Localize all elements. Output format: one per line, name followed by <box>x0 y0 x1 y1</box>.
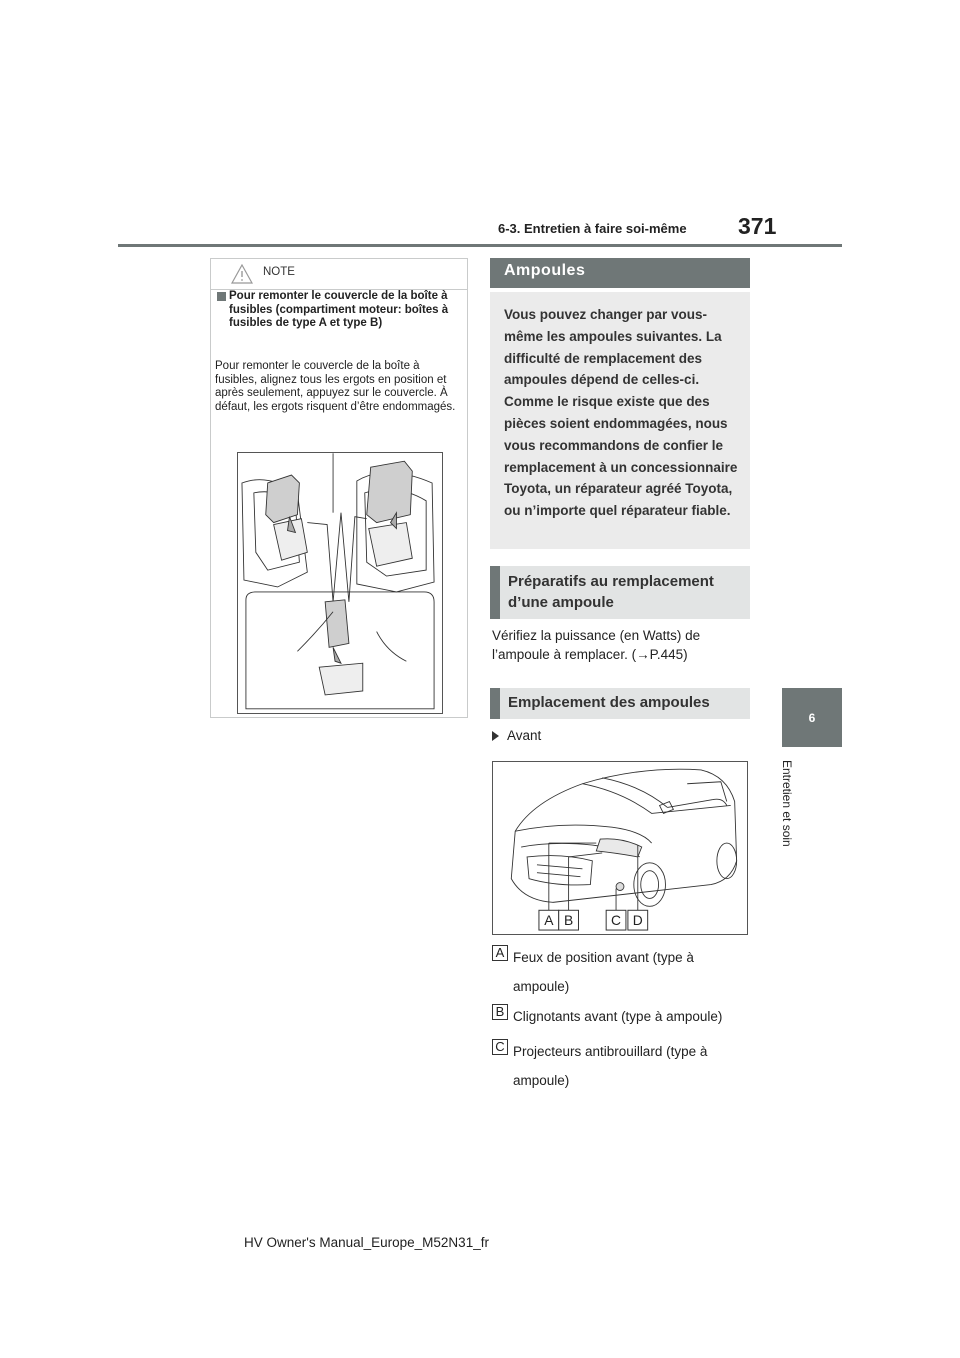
legend-text: Feux de position avant (type à ampoule) <box>513 950 694 994</box>
emplacement-heading: Emplacement des ampoules <box>508 694 710 711</box>
chapter-number: 6 <box>808 710 816 725</box>
legend-text: Projecteurs antibrouillard (type à ampoule) <box>513 1044 708 1088</box>
legend-key: A <box>492 945 508 961</box>
preparatifs-heading: Préparatifs au remplacement d’une ampoule <box>508 573 714 611</box>
preparatifs-heading-box <box>490 566 750 619</box>
warning-icon <box>231 264 253 284</box>
figure-label-d: D <box>632 912 643 929</box>
avant-label: Avant <box>507 728 542 743</box>
note-header <box>211 259 467 290</box>
section-title: 6-3. Entretien à faire soi-même <box>498 221 687 236</box>
intro-box <box>490 292 750 549</box>
car-front-illustration <box>492 761 748 935</box>
ampoules-heading-bar <box>490 258 750 288</box>
bullet-square-icon <box>217 292 226 301</box>
figure-label-b: B <box>563 912 574 929</box>
note-subheading: Pour remonter le couvercle de la boîte à fusibles (compartiment moteur: boîtes à fusibles de type A et type B) <box>229 290 449 329</box>
legend-item <box>492 943 752 1003</box>
note-title: NOTE <box>263 266 295 278</box>
figure-label-a: A <box>544 912 554 929</box>
emplacement-heading-box <box>490 688 750 719</box>
legend-text: Clignotants avant (type à ampoule) <box>513 1009 723 1024</box>
avant-row <box>492 726 541 745</box>
footer-text: HV Owner's Manual_Europe_M52N31_fr <box>244 1235 489 1250</box>
ampoules-heading: Ampoules <box>504 262 586 279</box>
note-box <box>210 258 468 718</box>
note-text: Pour remonter le couvercle de la boîte à fusibles, alignez tous les ergots en position et après seulement, appuyez sur le couvercle. À défaut, les ergots risquent d’être endommagés. <box>215 360 456 413</box>
legend-item <box>492 1037 752 1097</box>
header-divider <box>118 244 842 247</box>
triangle-bullet-icon <box>492 731 499 741</box>
figure-label-c: C <box>611 912 622 929</box>
chapter-tab <box>782 688 842 747</box>
fuse-box-illustration <box>237 452 443 714</box>
intro-text: Vous pouvez changer par vous-même les ampoules suivantes. La difficulté de remplacement des ampoules dépend de celles-ci. Comme le risque existe que des pièces soient endommagées, nous vous recommandons de confier le remplacement à un concessionnaire Toyota, un réparateur agréé Toyota, ou n’importe quel réparateur fiable. <box>504 307 738 519</box>
legend-key: B <box>492 1004 508 1020</box>
chapter-label: Entretien et soin <box>780 760 794 847</box>
legend-item <box>492 1002 752 1032</box>
page-number: 371 <box>738 213 777 239</box>
preparatifs-text: Vérifiez la puissance (en Watts) de l’ampoule à remplacer. (→P.445) <box>492 628 701 662</box>
legend-key: C <box>492 1039 508 1055</box>
